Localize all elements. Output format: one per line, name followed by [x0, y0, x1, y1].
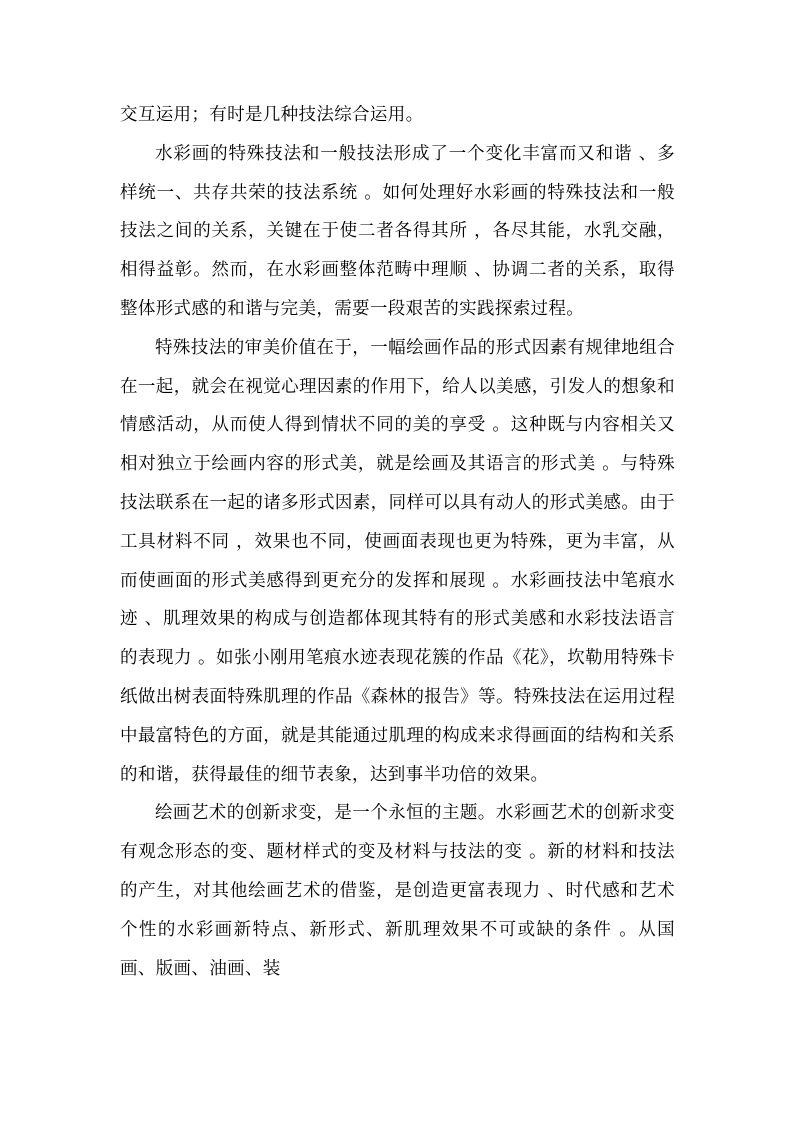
body-text	[120, 96, 675, 988]
paragraph: 水彩画的特殊技法和一般技法形成了一个变化丰富而又和谐 、多样统一、共存共荣的技法系统 。如何处理好水彩画的特殊技法和一般技法之间的关系，关键在于使二者各得其所 ，各尽其能，水乳交融，相得益彰。然而，在水彩画整体范畴中理顺 、协调二者的关系，取得整体形式感的和谐与完美，需要一段艰苦的实践探索过程。	[120, 143, 675, 319]
paragraph: 特殊技法的审美价值在于，一幅绘画作品的形式因素有规律地组合在一起，就会在视觉心理因素的作用下，给人以美感，引发人的想象和情感活动，从而使人得到情状不同的美的享受 。这种既与内容相关又相对独立于绘画内容的形式美，就是绘画及其语言的形式美 。与特殊技法联系在一起的诸多形式因素，同样可以具有动人的形式美感。由于工具材料不同 ，效果也不同，使画面表现也更为特殊，更为丰富，从而使画面的形式美感得到更充分的发挥和展现 。水彩画技法中笔痕水迹 、肌理效果的构成与创造都体现其特有的形式美感和水彩技法语言的表现力 。如张小刚用笔痕水迹表现花簇的作品《花》，坎勒用特殊卡纸做出树表面特殊肌理的作品《森林的报告》等。特殊技法在运用过程中最富特色的方面，就是其能通过肌理的构成来求得画面的结构和关系的和谐，获得最佳的细节表象，达到事半功倍的效果。	[120, 337, 675, 785]
paragraph-continuation: 交互运用；有时是几种技法综合运用。	[120, 105, 424, 125]
paragraph: 绘画艺术的创新求变，是一个永恒的主题。水彩画艺术的创新求变有观念形态的变、题材样式的变及材料与技法的变 。新的材料和技法的产生，对其他绘画艺术的借鉴，是创造更富表现力 、时代感和艺术个性的水彩画新特点、新形式、新肌理效果不可或缺的条件 。从国画、版画、油画、装	[120, 803, 675, 979]
